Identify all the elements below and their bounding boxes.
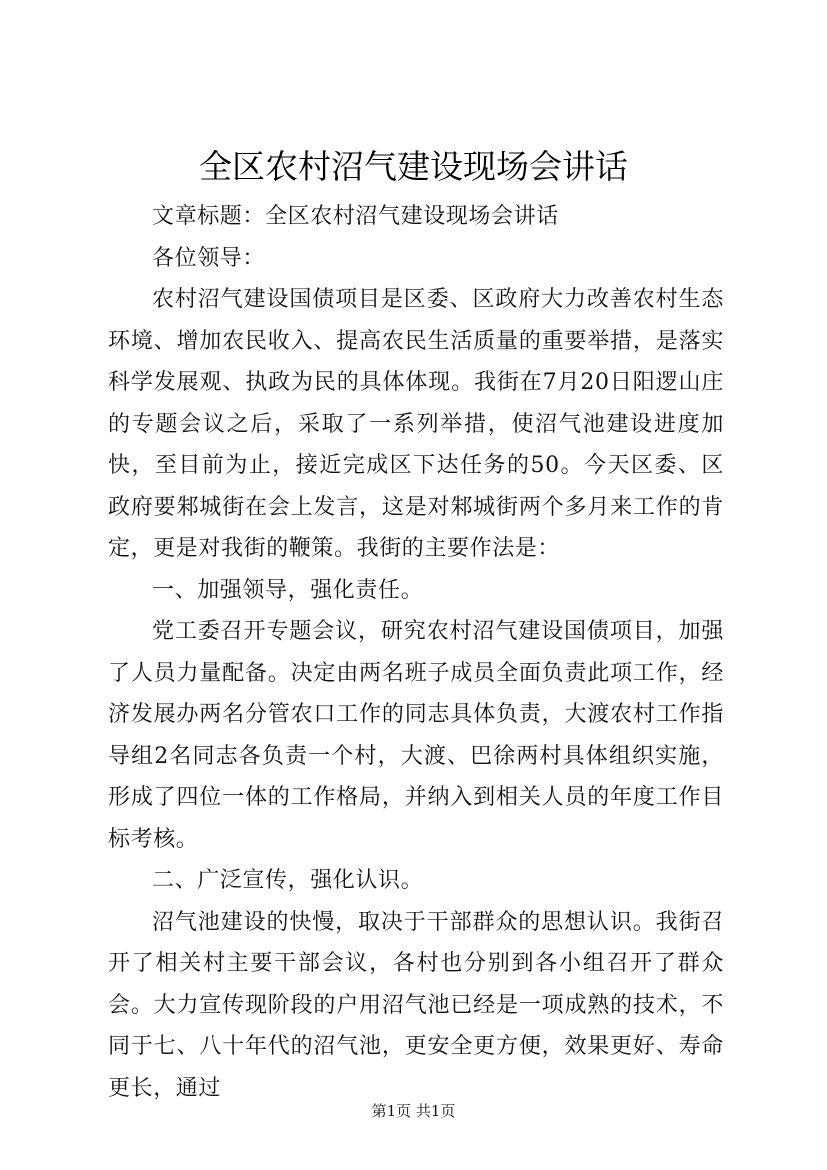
document-body: [108, 196, 724, 1109]
paragraph-section-2: 沼气池建设的快慢，取决于干部群众的思想认识。我街召开了相关村主要干部会议，各村也分别到各小组召开了群众会。大力宣传现阶段的户用沼气池已经是一项成熟的技术，不同于七、八十年代的沼气池，更安全更方便，效果更好、寿命更长，通过: [108, 909, 724, 1101]
document-title: 全区农村沼气建设现场会讲话: [199, 147, 628, 186]
page-number-footer: 第1页 共1页: [371, 1102, 456, 1120]
section-heading-1: 一、加强领导，强化责任。: [152, 577, 424, 603]
article-title-line: 文章标题：全区农村沼气建设现场会讲话: [152, 204, 559, 229]
paragraph-section-1: 党工委召开专题会议，研究农村沼气建设国债项目，加强了人员力量配备。决定由两名班子成员全面负责此项工作，经济发展办两名分管农口工作的同志具体负责，大渡农村工作指导组2名同志各负责一个村，大渡、巴徐两村具体组织实施，形成了四位一体的工作格局，并纳入到相关人员的年度工作目标考核。: [108, 619, 724, 852]
section-heading-2: 二、广泛宣传，强化认识。: [152, 868, 424, 893]
salutation: 各位领导：: [152, 245, 266, 271]
paragraph-intro: 农村沼气建设国债项目是区委、区政府大力改善农村生态环境、增加农民收入、提高农民生活质量的重要举措，是落实科学发展观、执政为民的具体体现。我街在7月20日阳逻山庄的专题会议之后，采取了一系列举措，使沼气池建设进度加快，至目前为止，接近完成区下达任务的50。今天区委、区政府要邾城街在会上发言，这是对邾城街两个多月来工作的肯定，更是对我街的鞭策。我街的主要作法是：: [108, 287, 724, 561]
